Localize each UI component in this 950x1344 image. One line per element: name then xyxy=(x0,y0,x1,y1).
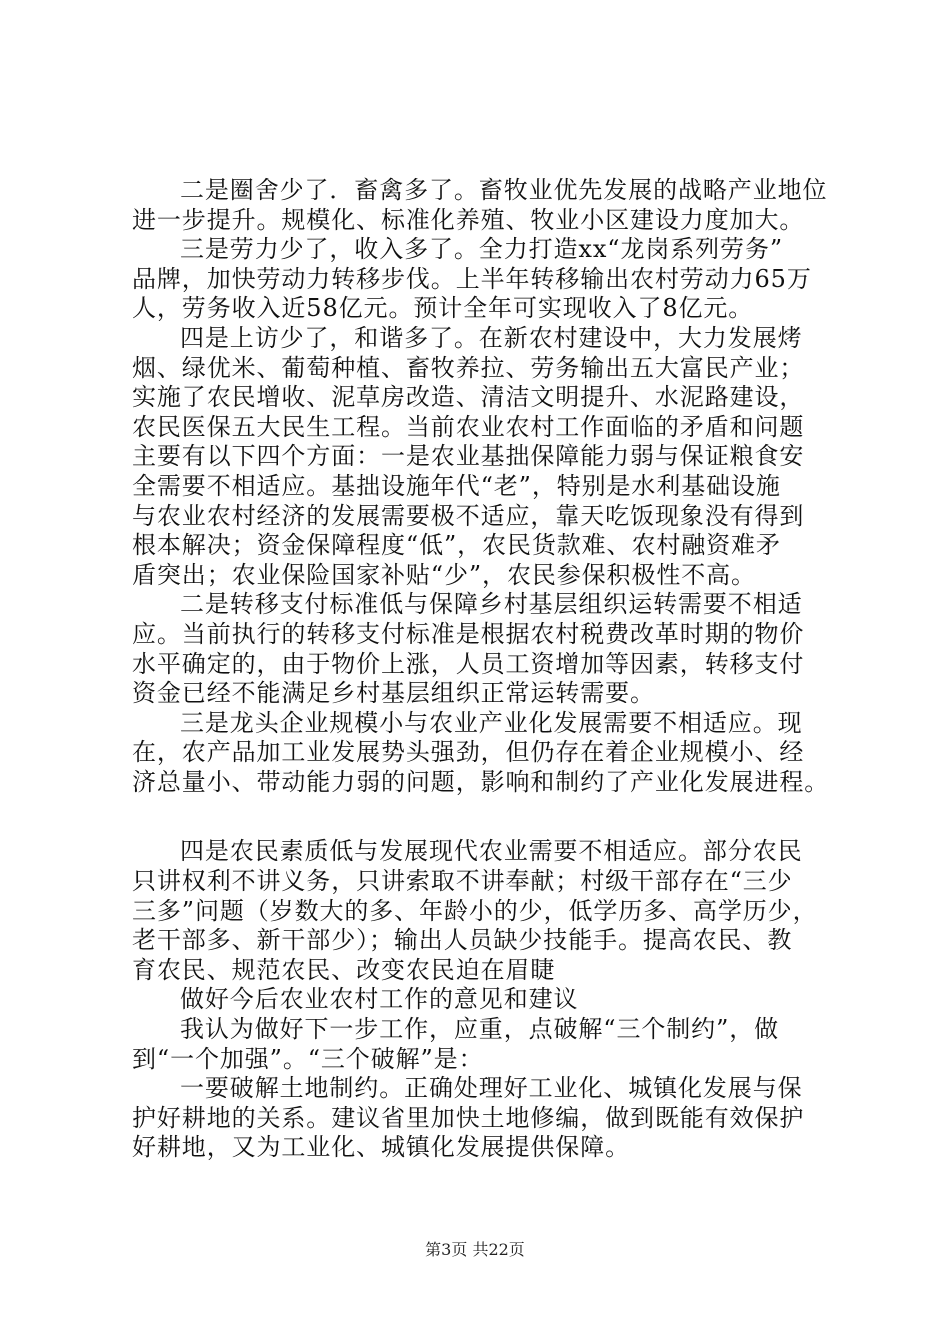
text-line: 与农业农村经济的发展需要极不适应，靠天吃饭现象没有得到 xyxy=(132,501,805,530)
text-line: 人，劳务收入近58亿元。预计全年可实现收入了8亿元。 xyxy=(132,294,754,323)
text-line: 进一步提升。规模化、标准化养殖、牧业小区建设力度加大。 xyxy=(132,205,805,234)
text-line: 主要有以下四个方面：一是农业基拙保障能力弱与保证粮食安 xyxy=(132,442,805,471)
text-line: 实施了农民增收、泥草房改造、清洁文明提升、水泥路建设， xyxy=(132,383,805,412)
document-body xyxy=(132,176,844,1163)
text-line: 盾突出；农业保险国家补贴“少”，农民参保积极性不高。 xyxy=(132,560,756,589)
text-line: 好耕地，又为工业化、城镇化发展提供保障。 xyxy=(132,1133,630,1162)
text-line: 一要破解土地制约。正确处理好工业化、城镇化发展与保 xyxy=(180,1074,803,1103)
text-line: 水平确定的，由于物价上涨，人员工资增加等因素，转移支付 xyxy=(132,649,805,678)
text-line: 二是圈舍少了．畜禽多了。畜牧业优先发展的战略产业地位 xyxy=(180,176,828,204)
text-line: 根本解决；资金保障程度“低”，农民货款难、农村融资难矛 xyxy=(132,531,781,560)
text-line: 资金已经不能满足乡村基层组织正常运转需要。 xyxy=(132,679,655,708)
text-line: 护好耕地的关系。建议省里加快土地修编，做到既能有效保护 xyxy=(132,1103,805,1132)
page-number-footer: 第3页 共22页 xyxy=(425,1240,525,1259)
text-line: 三是龙头企业规模小与农业产业化发展需要不相适应。现 xyxy=(180,708,803,737)
text-line: 品牌，加快劳动力转移步伐。上半年转移输出农村劳动力65万 xyxy=(132,264,812,293)
text-line: 烟、绿优米、葡萄种植、畜牧养拉、劳务输出五大富民产业； xyxy=(132,353,805,382)
text-line: 农民医保五大民生工程。当前农业农村工作面临的矛盾和问题 xyxy=(132,412,805,441)
text-line: 育农民、规范农民、改变农民迫在眉睫 xyxy=(132,955,556,984)
text-line: 三是劳力少了，收入多了。全力打造xx“龙岗系列劳务” xyxy=(180,235,784,264)
text-line: 只讲权利不讲义务，只讲索取不讲奉献；村级干部存在“三少 xyxy=(132,867,793,896)
text-line: 我认为做好下一步工作，应重，点破解“三个制约”，做 xyxy=(180,1015,780,1044)
text-line: 应。当前执行的转移支付标准是根据农村税费改革时期的物价 xyxy=(132,619,805,648)
section-heading: 做好今后农业农村工作的意见和建议 xyxy=(180,985,579,1014)
text-line: 济总量小、带动能力弱的问题，影响和制约了产业化发展进程。 xyxy=(132,767,830,796)
text-line: 三多”问题（岁数大的多、年龄小的少，低学历多、高学历少， xyxy=(132,896,818,925)
text-line: 在，农产品加工业发展势头强劲，但仍存在着企业规模小、经 xyxy=(132,738,805,767)
text-line: 四是上访少了，和谐多了。在新农村建设中，大力发展烤 xyxy=(180,323,803,352)
text-line: 四是农民素质低与发展现代农业需要不相适应。部分农民 xyxy=(180,837,803,866)
text-line: 二是转移支付标准低与保障乡村基层组织运转需要不相适 xyxy=(180,590,803,619)
text-line: 到“一个加强”。“三个破解”是： xyxy=(132,1044,484,1073)
paragraph-gap xyxy=(132,797,844,837)
text-line: 全需要不相适应。基拙设施年代“老”，特别是水利基础设施 xyxy=(132,471,781,500)
text-line: 老干部多、新干部少）；输出人员缺少技能手。提高农民、教 xyxy=(132,926,793,955)
